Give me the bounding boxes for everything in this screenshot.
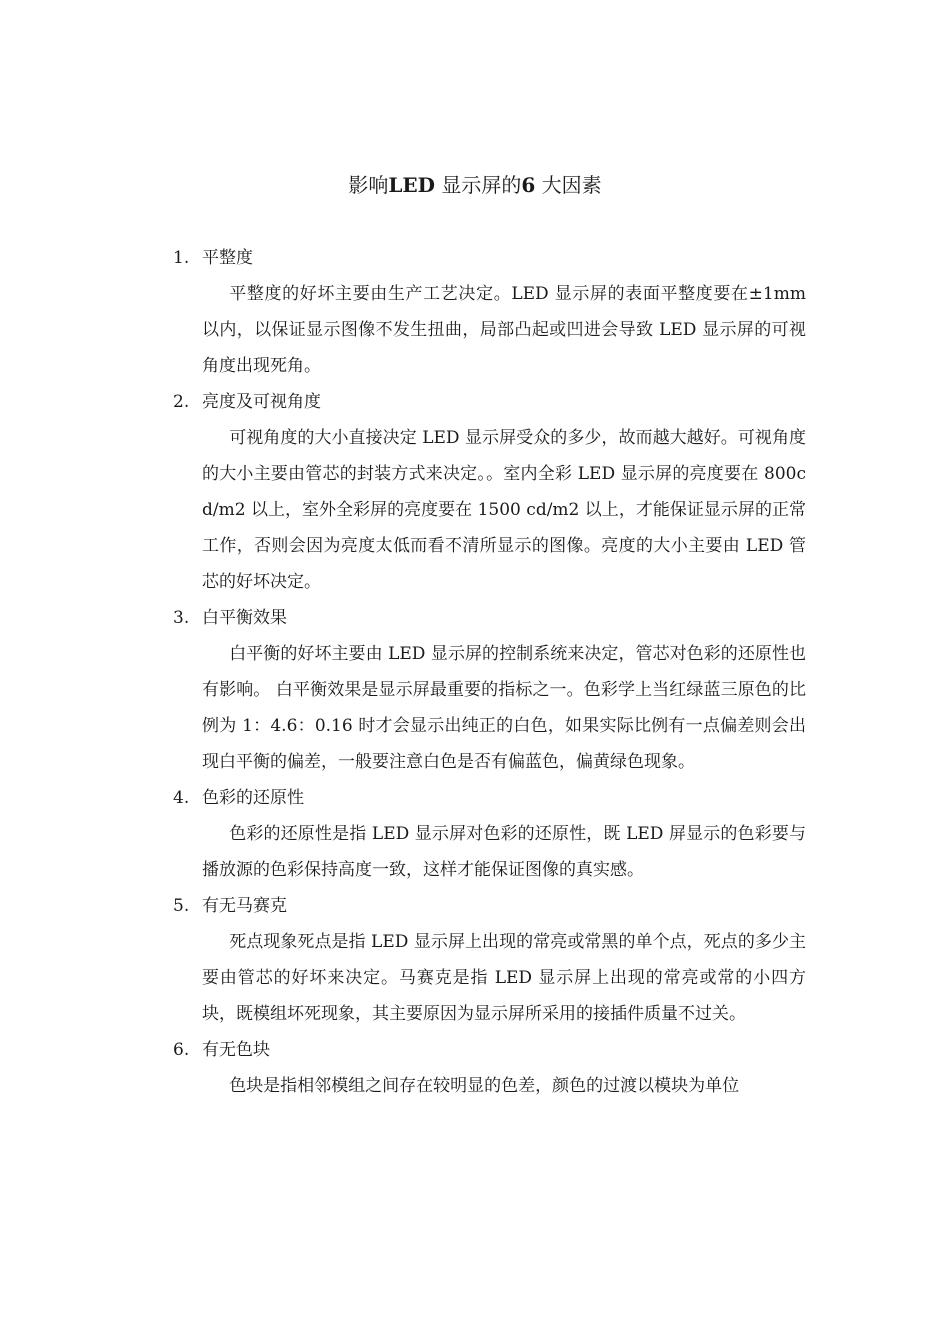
section-heading <box>0 780 950 816</box>
section-title: 亮度及可视角度 <box>202 392 321 412</box>
section-number: 4. <box>173 788 190 808</box>
document-title <box>0 168 950 202</box>
section-title: 色彩的还原性 <box>202 788 304 808</box>
section-heading <box>0 888 950 924</box>
section-body: 白平衡的好坏主要由 LED 显示屏的控制系统来决定，管芯对色彩的还原性也有影响。 白平衡效果是显示屏最重要的指标之一。色彩学上当红绿蓝三原色的比例为 1：4.6：0.16 时才会显示出纯正的白色，如果实际比例有一点偏差则会出现白平衡的偏差，一般要注意白色是否有偏蓝色，偏黄绿色现象。 <box>202 644 806 772</box>
section-title: 平整度 <box>202 248 253 268</box>
section <box>0 384 950 600</box>
section-heading <box>0 384 950 420</box>
title-part: 影响 <box>348 173 389 197</box>
section <box>0 888 950 1032</box>
section <box>0 1032 950 1104</box>
section-number: 5. <box>173 896 190 916</box>
section-heading <box>0 240 950 276</box>
section-title: 有无马赛克 <box>202 896 287 916</box>
title-part-bold: 6 <box>521 173 536 197</box>
section <box>0 240 950 384</box>
section-title: 有无色块 <box>202 1040 270 1060</box>
title-part-bold: LED <box>388 173 435 197</box>
section-number: 6. <box>173 1040 190 1060</box>
section <box>0 600 950 780</box>
section-body: 色块是指相邻模组之间存在较明显的色差，颜色的过渡以模块为单位 <box>229 1076 740 1096</box>
section-title: 白平衡效果 <box>202 608 287 628</box>
title-part: 显示屏的 <box>441 173 522 197</box>
section-list <box>0 240 950 1104</box>
section-number: 2. <box>173 392 190 412</box>
section-body: 死点现象死点是指 LED 显示屏上出现的常亮或常黑的单个点，死点的多少主要由管芯的好坏来决定。马赛克是指 LED 显示屏上出现的常亮或常的小四方块，既模组坏死现象，其主要原因为显示屏所采用的接插件质量不过关。 <box>202 932 806 1024</box>
section <box>0 780 950 888</box>
section-number: 3. <box>173 608 190 628</box>
section-heading <box>0 600 950 636</box>
section-body: 平整度的好坏主要由生产工艺决定。LED 显示屏的表面平整度要在±1mm 以内，以保证显示图像不发生扭曲，局部凸起或凹进会导致 LED 显示屏的可视角度出现死角。 <box>202 284 806 376</box>
section-heading <box>0 1032 950 1068</box>
section-body: 可视角度的大小直接决定 LED 显示屏受众的多少，故而越大越好。可视角度的大小主要由管芯的封装方式来决定。。室内全彩 LED 显示屏的亮度要在 800cd/m2 以上，室外全彩屏的亮度要在 1500 cd/m2 以上，才能保证显示屏的正常工作，否则会因为亮度太低而看不清所显示的图像。亮度的大小主要由 LED 管芯的好坏决定。 <box>202 428 806 592</box>
section-number: 1. <box>173 248 190 268</box>
section-body: 色彩的还原性是指 LED 显示屏对色彩的还原性，既 LED 屏显示的色彩要与播放源的色彩保持高度一致，这样才能保证图像的真实感。 <box>202 824 806 880</box>
title-part: 大因素 <box>541 173 602 197</box>
